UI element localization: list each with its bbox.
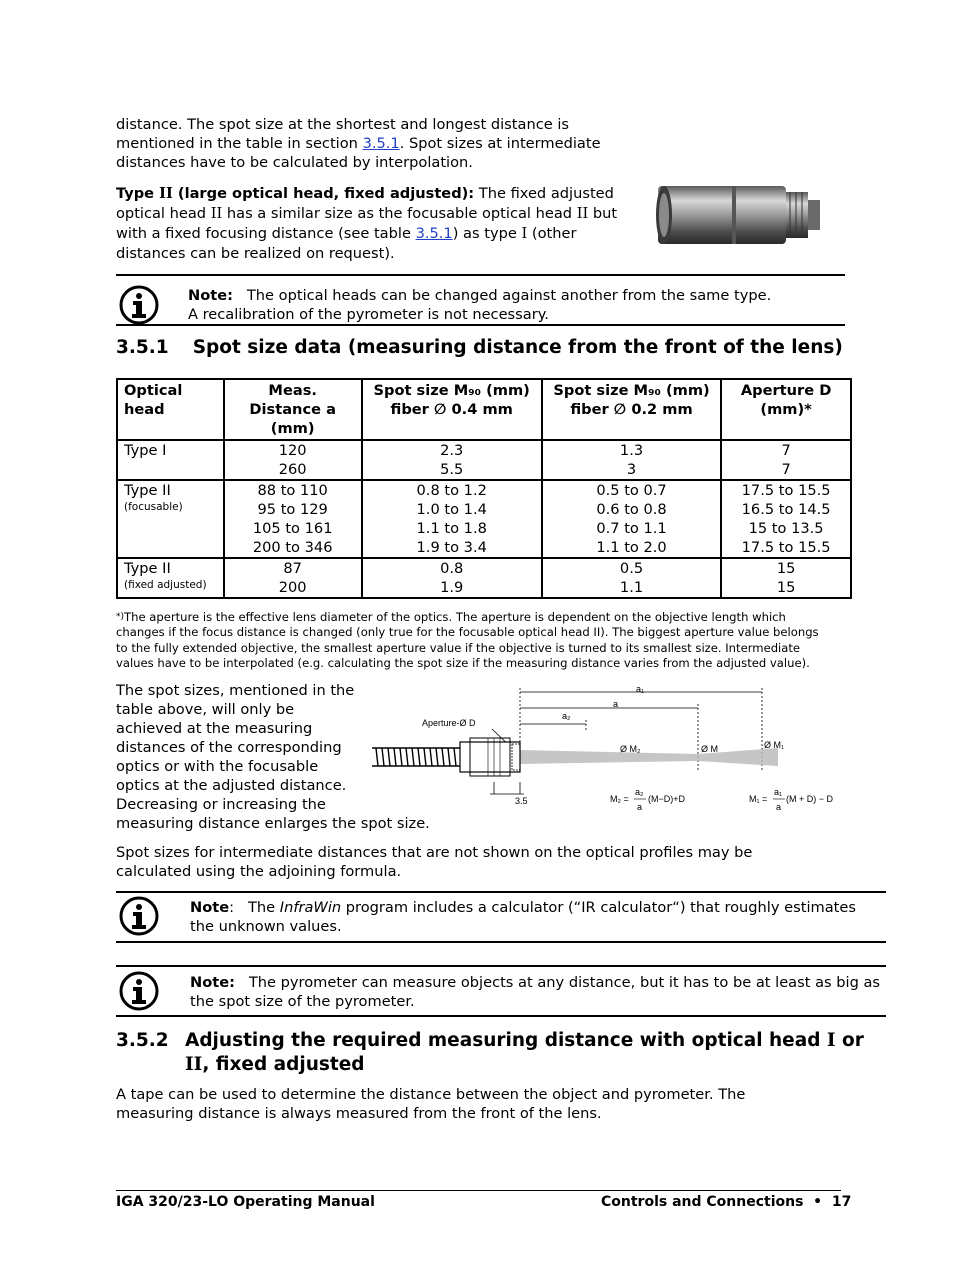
svg-text:a: a: [637, 802, 643, 812]
label-a2: a₂: [562, 711, 571, 721]
header-spot-02: Spot size M₉₀ (mm) fiber ∅ 0.2 mm: [542, 379, 721, 440]
divider: [116, 891, 886, 893]
svg-text:(M + D) − D: (M + D) − D: [786, 794, 834, 804]
footer-left: IGA 320/23-LO Operating Manual: [116, 1194, 375, 1210]
divider: [116, 324, 845, 326]
formula-m2: M₂ =: [610, 794, 629, 804]
intro-line: distance. The spot size at the shortest and longest distance is: [116, 116, 569, 133]
table-row: Type II (focusable) 88 to 110 95 to 129 105 to 161 200 to 346 0.8 to 1.2 1.0 to 1.4 1.1 to 1.8 1.9 to 3.4 0.5 to 0.7 0.6 to 0.8 0.7 to 1.1 1.1 to 2.0 17.5 to 15.5 16.5 to 14.5 15 to 13.5 17.5 to 15.5: [117, 480, 851, 558]
note-1: Note: The optical heads can be changed against another from the same type. A recalibration of the pyrometer is not necessary.: [188, 287, 772, 323]
fiber-cable: [372, 748, 460, 766]
label-m1: Ø M₁: [764, 740, 785, 750]
divider: [116, 274, 845, 276]
note-2: Note: The InfraWin program includes a calculator (“IR calculator“) that roughly estimates the unknown values.: [190, 899, 856, 935]
optical-head-photo: [650, 178, 826, 250]
header-optical-head: Optical head: [117, 379, 224, 440]
intro-line: distances have to be calculated by interpolation.: [116, 154, 473, 171]
svg-text:(M−D)+D: (M−D)+D: [648, 794, 686, 804]
svg-text:a₁: a₁: [774, 787, 783, 797]
formula-m1: M₁ =: [749, 794, 768, 804]
tape-paragraph: A tape can be used to determine the distance between the object and pyrometer. The measuring distance is always measured from the front of the lens.: [116, 1086, 746, 1122]
footer-rule: [116, 1190, 841, 1191]
section-link[interactable]: 3.5.1: [415, 225, 453, 242]
svg-text:a₂: a₂: [635, 787, 644, 797]
intro-paragraph: [116, 115, 601, 172]
label-m2: Ø M₂: [620, 744, 641, 754]
table-header-row: [117, 379, 851, 440]
label-dim: 3.5: [515, 796, 528, 806]
section-heading: 3.5.1 Spot size data (measuring distance from the front of the lens): [116, 337, 843, 358]
table-row: Type II (fixed adjusted) 87 200 0.8 1.9 0.5 1.1 15 15: [117, 558, 851, 598]
divider: [116, 1015, 886, 1017]
note-3: Note: The pyrometer can measure objects at any distance, but it has to be at least as big as the spot size of the pyrometer.: [190, 974, 881, 1010]
header-distance: Meas. Distance a (mm): [224, 379, 362, 440]
label-m: Ø M: [701, 744, 718, 754]
section-heading: 3.5.2 Adjusting the required measuring distance with optical head I or II, fixed adjusted: [116, 1030, 864, 1075]
header-aperture: Aperture D (mm)*: [721, 379, 851, 440]
beam-cone: [520, 748, 778, 766]
divider: [116, 941, 886, 943]
label-a: a: [613, 699, 619, 709]
label-aperture: Aperture-Ø D: [422, 718, 476, 728]
table-footnote: *)The aperture is the effective lens diameter of the optics. The aperture is dependent on the objective length which changes if the focus distance is changed (only true for the focusable optical head II). The biggest aperture value belongs to the fully extended objective, the smallest aperture value if the objective is turned to its smallest size. Intermediate values have to be interpolated (e.g. calculating the spot size if the measuring distance varies from the adjusted value).: [116, 610, 819, 670]
spot-paragraph: The spot sizes, mentioned in the table above, will only be achieved at the measuring distances of the corresponding optics or with the focusable optics at the adjusted distance. Decreasing or increasing the measuring distance enlarges the spot size.: [116, 682, 430, 832]
optics-diagram: [368, 682, 848, 812]
divider: [116, 965, 886, 967]
sensor-body: [460, 742, 520, 772]
info-icon: [117, 283, 161, 327]
footer-right: Controls and Connections • 17: [601, 1194, 852, 1210]
info-icon: [117, 894, 161, 938]
spot-size-table: [116, 378, 852, 599]
table-row: Type I 120 260 2.3 5.5 1.3 3 7 7: [117, 440, 851, 480]
page-number: 17: [831, 1194, 852, 1210]
label-a1: a₁: [636, 684, 645, 694]
section-link[interactable]: 3.5.1: [362, 135, 400, 152]
header-spot-04: Spot size M₉₀ (mm) fiber ∅ 0.4 mm: [362, 379, 542, 440]
intro-line: mentioned in the table in section 3.5.1. Spot sizes at intermediate: [116, 135, 601, 152]
svg-text:a: a: [776, 802, 782, 812]
type2-paragraph: Type II (large optical head, fixed adjusted): The fixed adjusted optical head II has a similar size as the focusable optical head II but with a fixed focusing distance (see table 3.5.1) as type I (other distances can be realized on request).: [116, 185, 618, 262]
intermediate-paragraph: Spot sizes for intermediate distances that are not shown on the optical profiles may be calculated using the adjoining formula.: [116, 844, 753, 880]
info-icon: [117, 969, 161, 1013]
